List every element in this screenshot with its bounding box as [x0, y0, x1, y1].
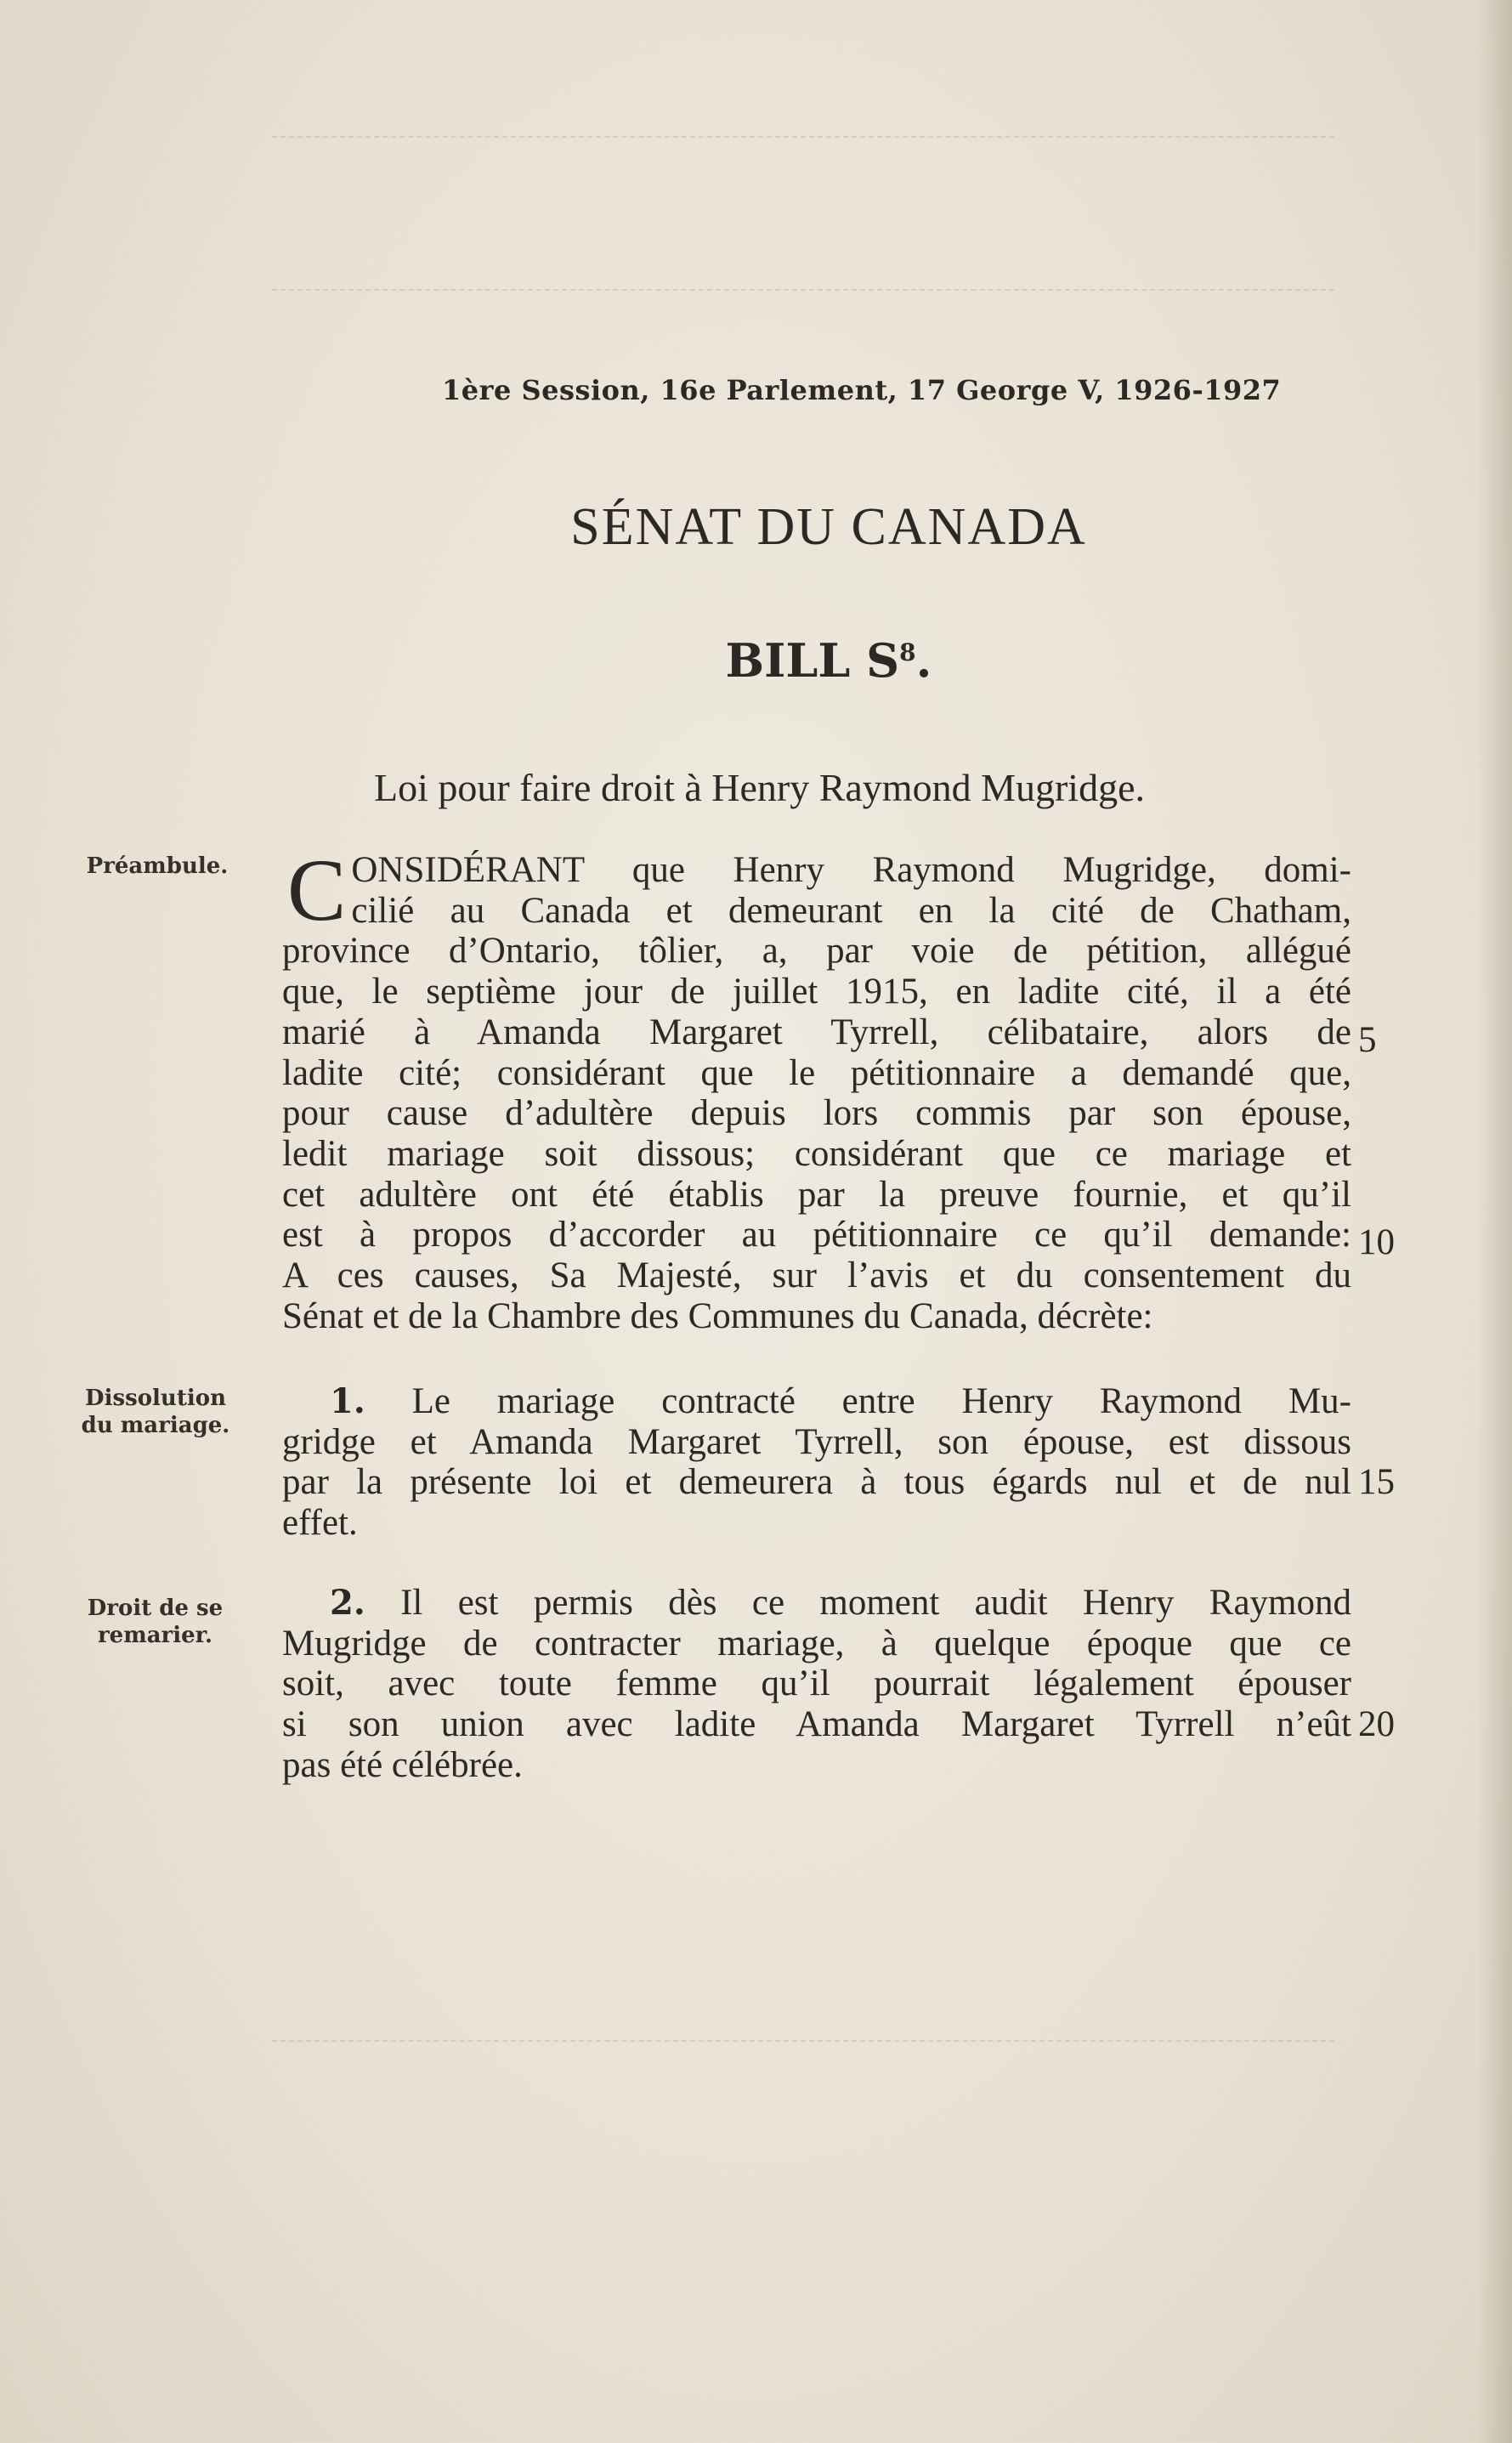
preamble-line: que, le septième jour de juillet 1915, en ladite cité, il a été: [282, 972, 1351, 1012]
page-edge-shadow: [1478, 0, 1512, 2443]
preamble-line: pour cause d’adultère depuis lors commis par son épouse,: [282, 1093, 1351, 1134]
preamble-line: ledit mariage soit dissous; considérant que ce mariage et: [282, 1133, 1351, 1174]
line-number: 20: [1358, 1704, 1395, 1744]
session-header: 1ère Session, 16e Parlement, 17 George V, 1926-1927: [442, 374, 1282, 406]
senate-title: SÉNAT DU CANADA: [570, 498, 1087, 556]
margin-note-remarry: Droit de se remarier.: [87, 1596, 224, 1648]
preamble-line: cet adultère ont été établis par la preuve fournie, et qu’il: [282, 1174, 1351, 1215]
preamble-line: Sénat et de la Chambre des Communes du Canada, décrète:: [282, 1295, 1153, 1336]
line-number: 10: [1358, 1222, 1395, 1262]
section-1-line: gridge et Amanda Margaret Tyrrell, son épouse, est dissous: [282, 1421, 1351, 1462]
section-2-line: Mugridge de contracter mariage, à quelque époque que ce: [282, 1623, 1351, 1664]
section-2-number: 2.: [330, 1583, 365, 1623]
show-through-line: [272, 289, 1334, 291]
section-1: [282, 1381, 1351, 1544]
margin-note-dissolution: Dissolution du mariage.: [81, 1386, 230, 1438]
section-2: [282, 1583, 1351, 1786]
section-1-line: 1. Le mariage contracté entre Henry Raymond Mu-: [330, 1381, 1351, 1421]
margin-note-preamble: Préambule.: [86, 853, 229, 879]
preamble-line: province d’Ontario, tôlier, a, par voie de pétition, allégué: [282, 931, 1351, 972]
drop-cap: C: [287, 842, 347, 939]
preamble-line: ONSIDÉRANT que Henry Raymond Mugridge, domi-: [351, 850, 1351, 890]
preamble-line: cilié au Canada et demeurant en la cité de Chatham,: [351, 890, 1351, 931]
preamble-line: marié à Amanda Margaret Tyrrell, célibataire, alors de: [282, 1012, 1351, 1052]
section-2-line: soit, avec toute femme qu’il pourrait légalement épouser: [282, 1664, 1351, 1704]
preamble-line: A ces causes, Sa Majesté, sur l’avis et du consentement du: [282, 1256, 1351, 1296]
section-1-line: par la présente loi et demeurera à tous égards nul et de nul: [282, 1462, 1351, 1503]
section-1-number: 1.: [330, 1381, 365, 1421]
line-number: 15: [1358, 1462, 1395, 1502]
preamble-line: est à propos d’accorder au pétitionnaire ce qu’il demande:: [282, 1215, 1351, 1256]
section-2-line: 2. Il est permis dès ce moment audit Henry Raymond: [330, 1583, 1351, 1623]
bill-superscript: 8: [899, 638, 916, 666]
section-2-line: si son union avec ladite Amanda Margaret Tyrrell n’eût: [282, 1704, 1351, 1745]
show-through-line: [272, 136, 1334, 138]
preamble-line: ladite cité; considérant que le pétitionnaire a demandé que,: [282, 1052, 1351, 1093]
bill-suffix: .: [915, 633, 932, 688]
section-2-line: pas été célébrée.: [282, 1744, 523, 1785]
line-number: 5: [1358, 1020, 1377, 1060]
bill-number: [0, 633, 1512, 688]
section-1-line: effet.: [282, 1503, 358, 1544]
show-through-line: [272, 2040, 1334, 2042]
bill-prefix: BILL S: [725, 633, 900, 688]
preamble-paragraph: [282, 842, 1351, 1336]
bill-title: Loi pour faire droit à Henry Raymond Mugridge.: [374, 766, 1145, 809]
